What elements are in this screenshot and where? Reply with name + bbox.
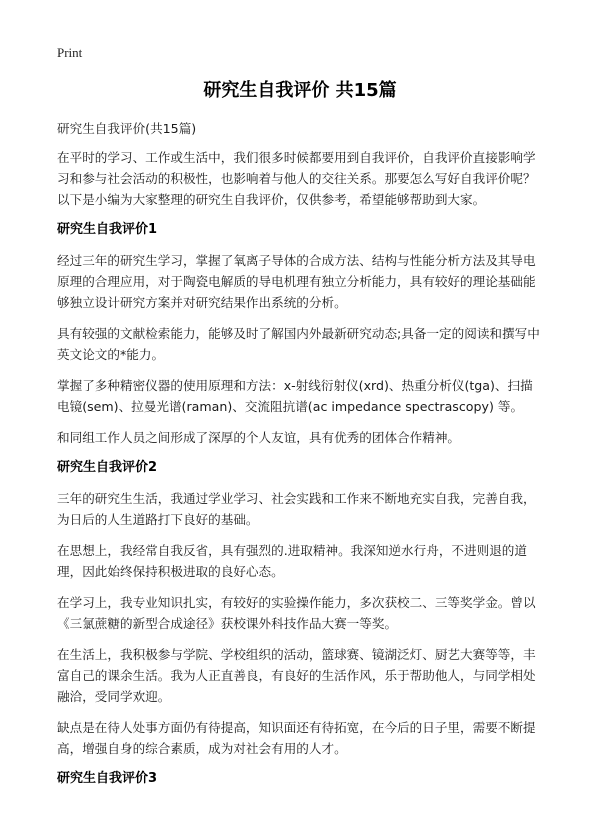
paragraph: 掌握了多种精密仪器的使用原理和方法：x-射线衍射仪(xrd)、热重分析仪(tga)、扫描电镜(sem)、拉曼光谱(raman)、交流阻抗谱(ac impedance spectrascopy) 等。 <box>57 378 533 414</box>
print-link[interactable]: Print <box>57 45 83 60</box>
paragraph: 缺点是在待人处事方面仍有待提高，知识面还有待拓宽，在今后的日子里，需要不断提高，增强自身的综合素质，成为对社会有用的人才。 <box>57 720 536 756</box>
section-heading: 研究生自我评价3 <box>57 771 158 786</box>
paragraph: 在思想上，我经常自我反省，具有强烈的.进取精神。我深知逆水行舟，不进则退的道理，因此始终保持积极进取的良好心态。 <box>57 543 527 579</box>
paragraph: 和同组工作人员之间形成了深厚的个人友谊，具有优秀的团体合作精神。 <box>57 430 460 445</box>
intro-paragraph: 在平时的学习、工作或生活中，我们很多时候都要用到自我评价，自我评价直接影响学习和参与社会活动的积极性，也影响着与他人的交往关系。那要怎么写好自我评价呢？以下是小编为大家整理的研究生自我评价，仅供参考，希望能够帮助到大家。 <box>57 150 536 207</box>
document-subtitle: 研究生自我评价(共15篇) <box>57 121 197 136</box>
section-heading: 研究生自我评价2 <box>57 460 158 475</box>
paragraph: 在学习上，我专业知识扎实，有较好的实验操作能力，多次获校二、三等奖学金。曾以《三氯蔗糖的新型合成途径》获校课外科技作品大赛一等奖。 <box>57 595 536 631</box>
section-heading: 研究生自我评价1 <box>57 222 158 237</box>
paragraph: 在生活上，我积极参与学院、学校组织的活动，篮球赛、镜湖泛灯、厨艺大赛等等，丰富自己的课余生活。我为人正直善良，有良好的生活作风，乐于帮助他人，与同学相处融洽，受同学欢迎。 <box>57 647 536 704</box>
paragraph: 经过三年的研究生学习，掌握了氧离子导体的合成方法、结构与性能分析方法及其导电原理的合理应用，对于陶瓷电解质的导电机理有独立分析能力，具有较好的理论基础能够独立设计研究方案并对研究结果作出系统的分析。 <box>57 253 536 310</box>
paragraph: 具有较强的文献检索能力，能够及时了解国内外最新研究动态;具备一定的阅读和撰写中英文论文的*能力。 <box>57 326 540 362</box>
paragraph: 三年的研究生生活，我通过学业学习、社会实践和工作来不断地充实自我，完善自我，为日后的人生道路打下良好的基础。 <box>57 491 536 527</box>
document-body <box>57 118 545 799</box>
page-title: 研究生自我评价 共15篇 <box>203 80 397 101</box>
